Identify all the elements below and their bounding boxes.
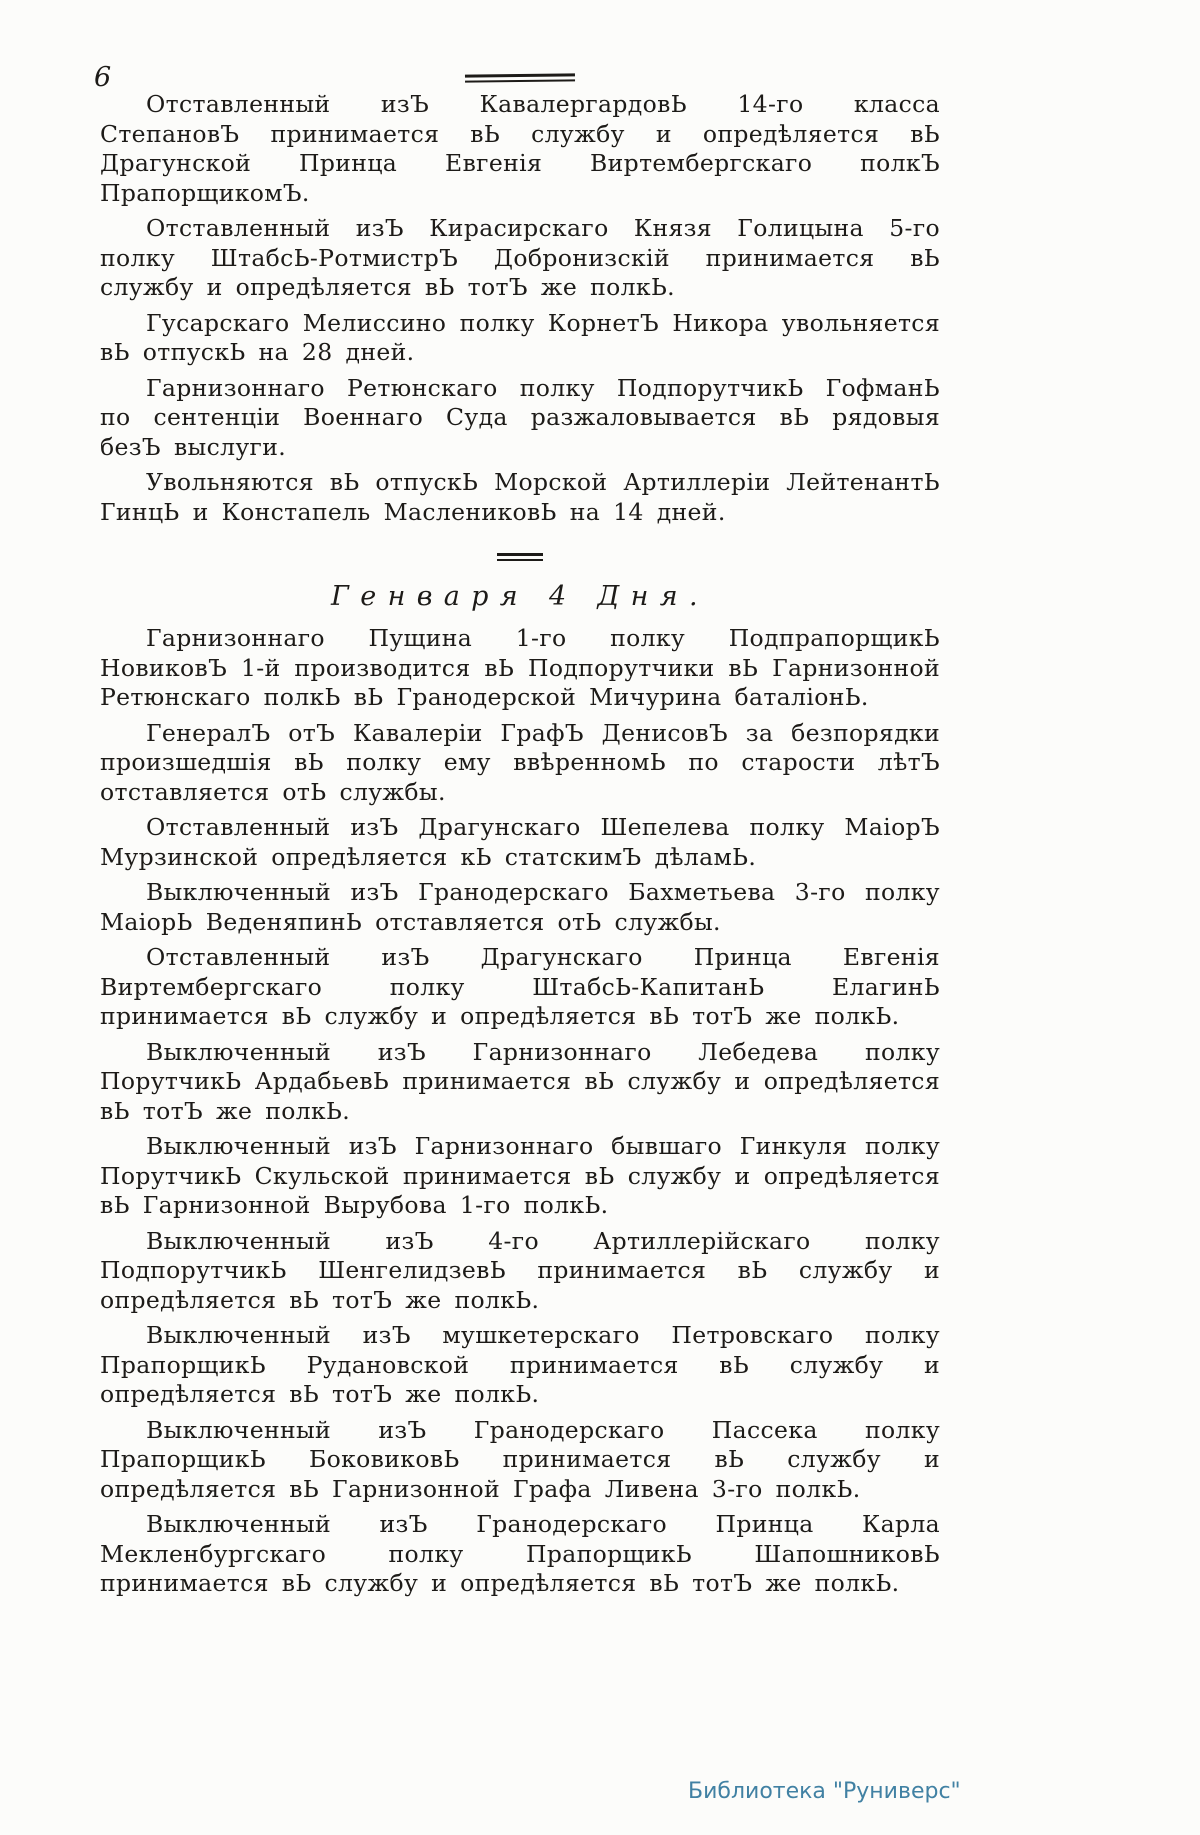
order-paragraph: Выключенный изЪ 4-го Артиллерійскаго полку ПодпорутчикЬ ШенгелидзевЬ принимается вЬ службу и опредѣляется вЬ тотЪ же полкЬ. — [100, 1226, 940, 1314]
order-paragraph: ГенералЪ отЪ Кавалеріи ГрафЪ ДенисовЪ за безпорядки произшедшія вЬ полку ему ввѣренномЬ по старости лѣтЪ отставляется отЬ службы. — [100, 718, 940, 806]
order-paragraph: Увольняются вЬ отпускЬ Морской Артиллеріи ЛейтенантЬ ГинцЬ и Констапель МаслениковЬ на 14 дней. — [100, 468, 940, 526]
date-heading: Генваря 4 Дня. — [331, 581, 709, 612]
order-paragraph: Отставленный изЪ Кирасирскаго Князя Голицына 5-го полку ШтабсЬ-РотмистрЪ Добронизскій принимается вЬ службу и опредѣляется вЬ тотЪ же полкЬ. — [100, 214, 940, 301]
order-paragraph: Гарнизоннаго Ретюнскаго полку ПодпорутчикЬ ГофманЬ по сентенціи Военнаго Суда разжаловывается вЬ рядовыя безЪ выслуги. — [100, 373, 940, 461]
order-paragraph: Выключенный изЪ мушкетерскаго Петровскаго полку ПрапорщикЬ Рудановской принимается вЬ службу и опредѣляется вЬ тотЪ же полкЬ. — [100, 1321, 940, 1408]
order-paragraph: Выключенный изЪ Гранодерскаго Принца Карла Мекленбургскаго полку ПрапорщикЬ ШапошниковЬ принимается вЬ службу и опредѣляется вЬ тотЪ же полкЬ. — [100, 1510, 940, 1597]
order-paragraph: Выключенный изЪ Гранодерскаго Бахметьева 3-го полку МаіорЬ ВеденяпинЬ отставляется отЬ службы. — [100, 878, 940, 936]
orders-section-january-4 — [100, 624, 940, 1599]
text-column — [100, 74, 940, 1599]
order-paragraph: Отставленный изЪ Драгунскаго Принца Евгенія Виртембергскаго полку ШтабсЬ-КапитанЬ ЕлагинЬ принимается вЬ службу и опредѣляется вЬ тотЪ же полкЬ. — [100, 943, 940, 1030]
order-paragraph: Отставленный изЪ Драгунскаго Шепелева полку МаіорЪ Мурзинской опредѣляется кЬ статскимЪ дѣламЬ. — [100, 813, 940, 871]
runivers-library-watermark: Библиотека "Руниверс" — [688, 1779, 961, 1804]
order-paragraph: Гусарскаго Мелиссино полку КорнетЪ Никора увольняется вЬ отпускЬ на 28 дней. — [100, 308, 940, 366]
section-divider-rule — [497, 553, 543, 561]
order-paragraph: Выключенный изЪ Гарнизоннаго бывшаго Гинкуля полку ПорутчикЬ Скульской принимается вЬ службу и опредѣляется вЬ Гарнизонной Вырубова 1-го полкЬ. — [100, 1132, 940, 1219]
order-paragraph: Выключенный изЪ Гранодерскаго Пассека полку ПрапорщикЬ БоковиковЬ принимается вЬ службу и опредѣляется вЬ Гарнизонной Графа Ливена 3-го полкЬ. — [100, 1415, 940, 1503]
order-paragraph: Выключенный изЪ Гарнизоннаго Лебедева полку ПорутчикЬ АрдабьевЬ принимается вЬ службу и опредѣляется вЬ тотЪ же полкЬ. — [100, 1037, 940, 1125]
page-number: 6 — [94, 62, 112, 93]
orders-section-first — [100, 90, 940, 527]
top-double-rule — [465, 73, 575, 82]
order-paragraph: Гарнизоннаго Пущина 1-го полку ПодпрапорщикЬ НовиковЪ 1-й производится вЬ Подпорутчики вЬ Гарнизонной Ретюнскаго полкЬ вЬ Гранодерской Мичурина баталіонЬ. — [100, 624, 940, 711]
order-paragraph: Отставленный изЪ КавалергардовЬ 14-го класса СтепановЪ принимается вЬ службу и опредѣляется вЬ Драгунской Принца Евгенія Виртембергскаго полкЪ ПрапорщикомЪ. — [100, 90, 940, 207]
